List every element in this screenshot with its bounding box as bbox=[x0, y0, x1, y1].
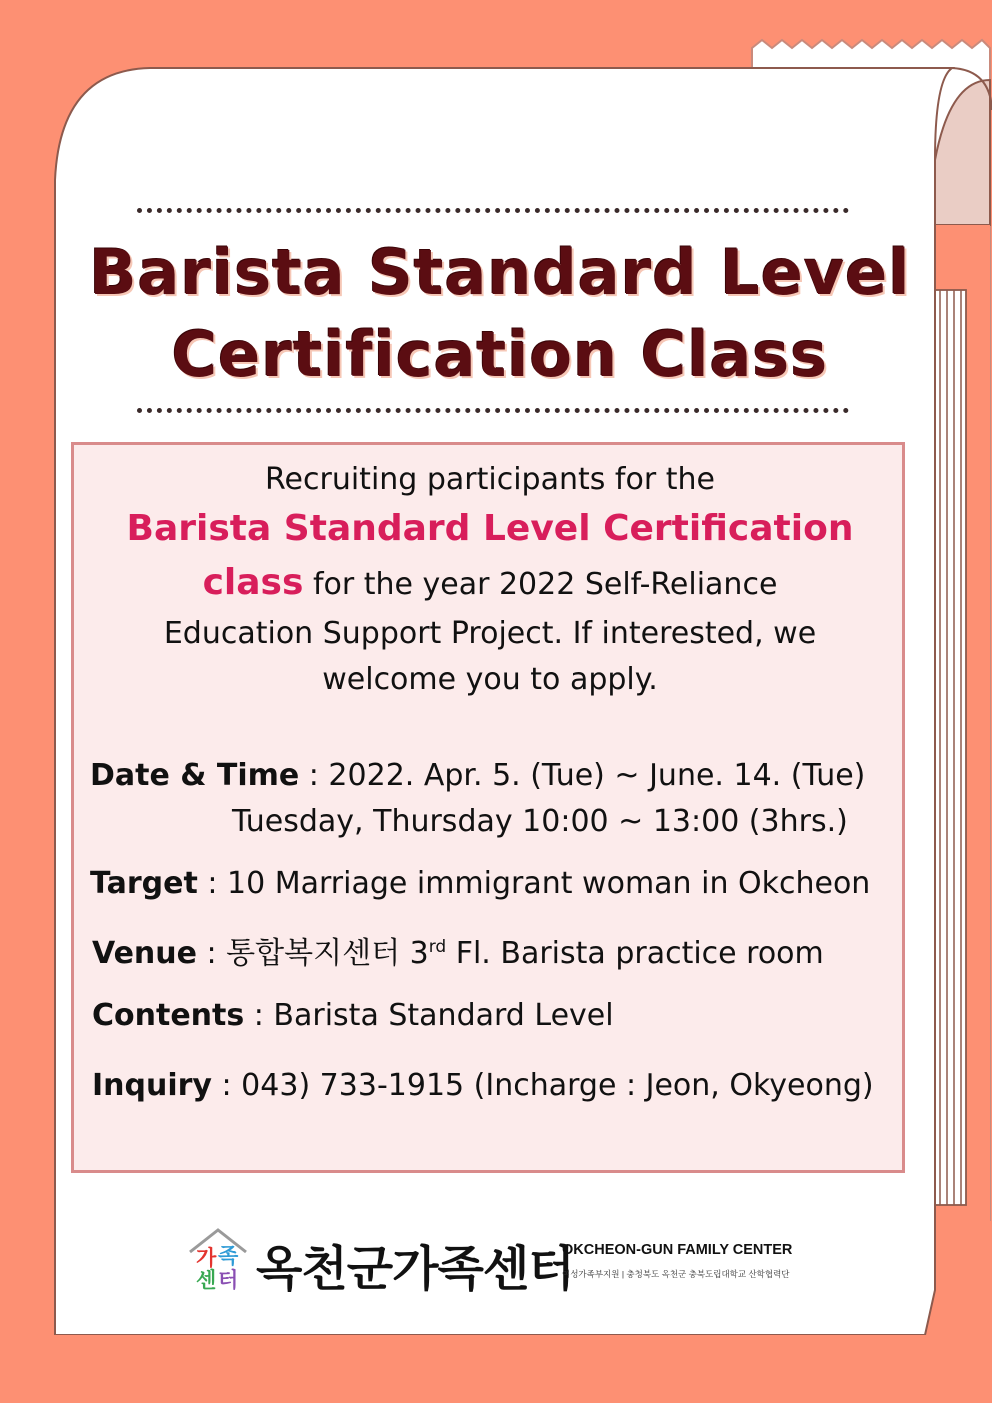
intro-highlight-2: class bbox=[202, 562, 304, 603]
contents-row bbox=[92, 998, 614, 1033]
target-label: Target bbox=[90, 866, 198, 901]
venue-superscript: rd bbox=[428, 937, 447, 957]
time-value: Tuesday, Thursday 10:00 ~ 13:00 (3hrs.) bbox=[232, 804, 848, 839]
contents-label: Contents bbox=[92, 998, 245, 1033]
venue-label: Venue bbox=[92, 936, 197, 971]
target-row bbox=[90, 866, 870, 901]
date-label: Date & Time bbox=[90, 758, 300, 793]
org-name-english: OKCHEON-GUN FAMILY CENTER bbox=[562, 1242, 793, 1258]
title-divider-bottom bbox=[137, 408, 849, 413]
logo-char-4: 터 bbox=[218, 1268, 239, 1292]
contents-value: : Barista Standard Level bbox=[244, 998, 614, 1033]
page-title-line1: Barista Standard Level bbox=[89, 236, 911, 309]
intro-line2 bbox=[90, 508, 890, 549]
title-divider-top bbox=[137, 208, 849, 213]
org-name-korean: 옥천군가족센터 bbox=[256, 1241, 574, 1297]
intro-line5: welcome you to apply. bbox=[322, 662, 658, 697]
intro-line3-text: for the year 2022 Self-Reliance bbox=[303, 567, 778, 602]
inquiry-value: : 043) 733-1915 (Incharge : Jeon, Okyeong) bbox=[212, 1068, 874, 1103]
date-row bbox=[90, 758, 865, 793]
venue-value: : 통합복지센터 3 bbox=[197, 936, 429, 971]
date-value: : 2022. Apr. 5. (Tue) ~ June. 14. (Tue) bbox=[299, 758, 866, 793]
logo-char-2: 족 bbox=[218, 1244, 239, 1268]
intro-highlight-1: Barista Standard Level Certification bbox=[126, 508, 854, 549]
venue-row bbox=[92, 928, 824, 972]
inquiry-row bbox=[92, 1068, 874, 1103]
family-center-logo bbox=[186, 1226, 250, 1290]
intro-line1: Recruiting participants for the bbox=[265, 462, 715, 497]
page-title-line2: Certification Class bbox=[171, 318, 829, 391]
venue-value-rest: Fl. Barista practice room bbox=[446, 936, 824, 971]
time-row bbox=[232, 804, 848, 839]
logo-char-3: 센 bbox=[196, 1268, 217, 1292]
logo-char-1: 가 bbox=[196, 1246, 217, 1270]
org-subtitle: 여성가족부지원 | 충청북도 옥천군 충북도립대학교 산학협력단 bbox=[562, 1269, 790, 1279]
target-value: : 10 Marriage immigrant woman in Okcheon bbox=[197, 866, 871, 901]
intro-line4: Education Support Project. If interested, we bbox=[163, 616, 817, 651]
inquiry-label: Inquiry bbox=[92, 1068, 212, 1103]
intro-line3 bbox=[90, 562, 890, 603]
